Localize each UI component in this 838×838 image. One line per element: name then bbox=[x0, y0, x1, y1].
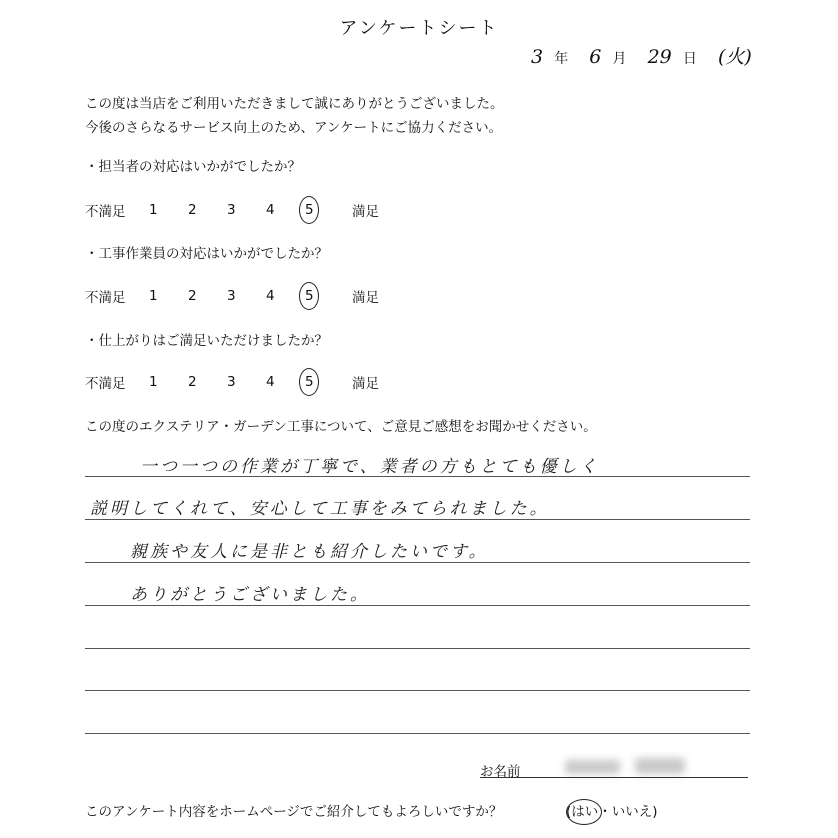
scale-right-label: 満足 bbox=[352, 290, 379, 306]
month-value: 6 bbox=[589, 46, 602, 68]
option-1[interactable]: 1 bbox=[149, 374, 158, 390]
option-2[interactable]: 2 bbox=[188, 202, 197, 218]
option-1[interactable]: 1 bbox=[149, 288, 158, 304]
ruled-line bbox=[85, 562, 750, 563]
intro-line-1: この度は当店をご利用いただきまして誠にありがとうございました。 bbox=[85, 96, 504, 112]
day-value: 29 bbox=[647, 46, 672, 68]
answer-separator: ・ bbox=[598, 804, 612, 820]
ruled-line bbox=[85, 648, 750, 649]
option-3[interactable]: 3 bbox=[227, 288, 236, 304]
question-2-scale bbox=[85, 286, 379, 306]
answer-no[interactable]: いいえ bbox=[611, 804, 653, 820]
option-4[interactable]: 4 bbox=[266, 374, 275, 390]
option-5-selected[interactable]: 5 bbox=[305, 202, 344, 218]
comment-line-3: 親族や友人に是非とも紹介したいです。 bbox=[130, 542, 489, 562]
scale-right-label: 満足 bbox=[352, 376, 379, 392]
option-1[interactable]: 1 bbox=[149, 202, 158, 218]
name-label: お名前 bbox=[480, 764, 521, 780]
option-4[interactable]: 4 bbox=[266, 288, 275, 304]
ruled-line bbox=[85, 690, 750, 691]
question-1-text: ・担当者の対応はいかがでしたか？ bbox=[85, 159, 301, 175]
name-underline bbox=[480, 777, 748, 778]
comment-line-1: 一つ一つの作業が丁寧で、業者の方もとても優しく bbox=[140, 457, 600, 477]
comment-line-2: 説明してくれて、安心して工事をみてられました。 bbox=[90, 499, 550, 519]
scale-left-label: 不満足 bbox=[85, 376, 126, 392]
option-3[interactable]: 3 bbox=[227, 374, 236, 390]
option-2[interactable]: 2 bbox=[188, 288, 197, 304]
ruled-line bbox=[85, 519, 750, 520]
option-2[interactable]: 2 bbox=[188, 374, 197, 390]
answer-yes-selected[interactable]: はい bbox=[571, 804, 599, 820]
day-label: 日 bbox=[682, 51, 697, 67]
publish-question: このアンケート内容をホームページでご紹介してもよろしいですか？ bbox=[85, 804, 503, 820]
question-3-text: ・仕上がりはご満足いただけましたか？ bbox=[85, 333, 328, 349]
option-5-selected[interactable]: 5 bbox=[305, 288, 344, 304]
paren-close: ) bbox=[652, 804, 658, 820]
scale-left-label: 不満足 bbox=[85, 204, 126, 220]
year-value: 3 bbox=[531, 46, 544, 68]
year-label: 年 bbox=[554, 51, 569, 67]
ruled-line bbox=[85, 476, 750, 477]
month-label: 月 bbox=[612, 51, 627, 67]
paren-open: ( bbox=[566, 804, 572, 820]
intro-line-2: 今後のさらなるサービス向上のため、アンケートにご協力ください。 bbox=[85, 120, 503, 136]
weekday-value: (火) bbox=[717, 46, 752, 68]
question-3-scale bbox=[85, 372, 379, 392]
publish-answer bbox=[566, 800, 658, 820]
comment-prompt: この度のエクステリア・ガーデン工事について、ご意見ご感想をお聞かせください。 bbox=[85, 419, 597, 435]
question-1-scale bbox=[85, 200, 379, 220]
option-4[interactable]: 4 bbox=[266, 202, 275, 218]
question-2-text: ・工事作業員の対応はいかがでしたか？ bbox=[85, 246, 328, 262]
option-5-selected[interactable]: 5 bbox=[305, 374, 344, 390]
comment-line-4: ありがとうございました。 bbox=[130, 585, 370, 605]
redacted-name bbox=[565, 760, 620, 774]
option-3[interactable]: 3 bbox=[227, 202, 236, 218]
redacted-name bbox=[635, 758, 685, 774]
ruled-line bbox=[85, 733, 750, 734]
scale-left-label: 不満足 bbox=[85, 290, 126, 306]
date-field bbox=[525, 42, 758, 69]
ruled-line bbox=[85, 605, 750, 606]
page-title: アンケートシート bbox=[339, 18, 499, 39]
scale-right-label: 満足 bbox=[352, 204, 379, 220]
